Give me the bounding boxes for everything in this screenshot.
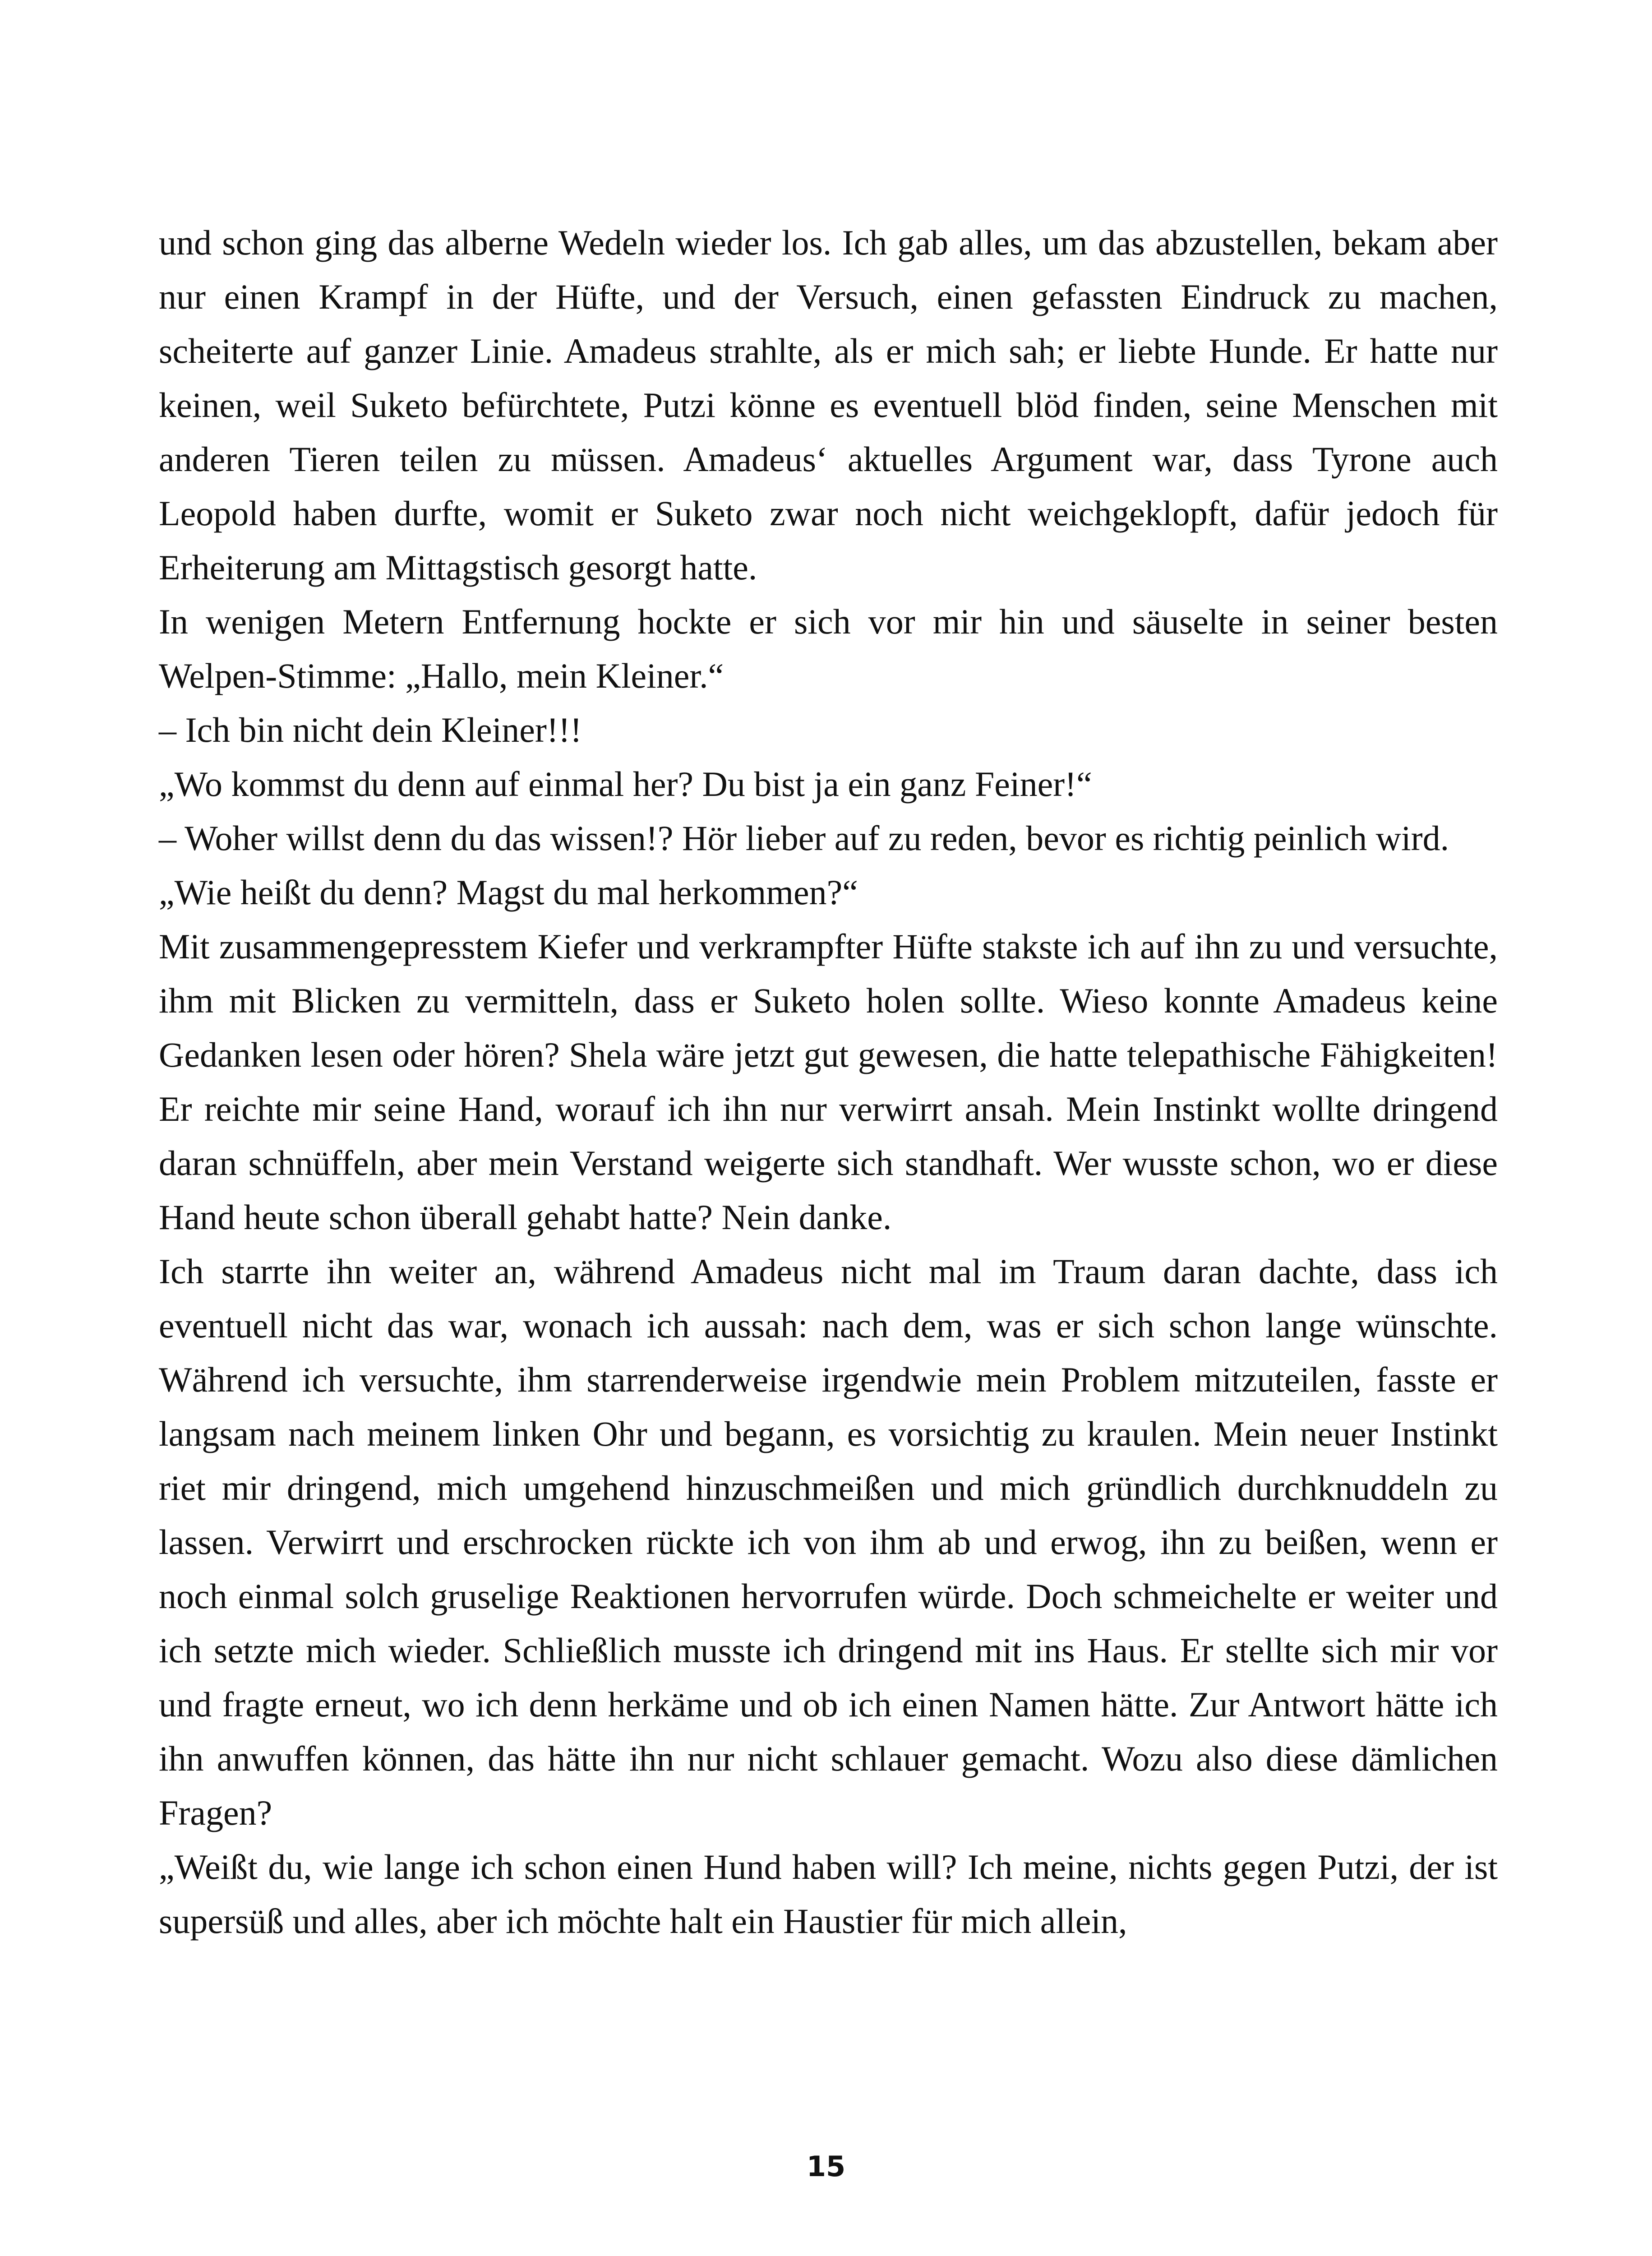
paragraph-3: – Ich bin nicht dein Kleiner!!! [159,710,582,749]
paragraph-2: In wenigen Metern Entfernung hockte er sich vor mir hin und säuselte in seiner besten Welpen-Stimme: „Hallo, mein Kleiner.“ [159,602,1498,695]
paragraph-6: „Wie heißt du denn? Magst du mal herkommen?“ [159,873,858,912]
page-number: 15 [806,2150,846,2183]
paragraph-8: Ich starrte ihn weiter an, während Amadeus nicht mal im Traum daran dachte, dass ich eventuell nicht das war, wonach ich aussah: nach dem, was er sich schon lange wünschte. Während ich versuchte, ihm starrenderweise irgendwie mein Problem mitzuteilen, fasste er langsam nach meinem linken Ohr und begann, es vorsichtig zu kraulen. Mein neuer Instinkt riet mir dringend, mich umgehend hinzuschmeißen und mich gründlich durchknuddeln zu lassen. Verwirrt und erschrocken rückte ich von ihm ab und erwog, ihn zu beißen, wenn er noch einmal solch gruselige Reaktionen hervorrufen würde. Doch schmeichelte er weiter und ich setzte mich wieder. Schließlich musste ich dringend mit ins Haus. Er stellte sich mir vor und fragte erneut, wo ich denn herkäme und ob ich einen Namen hätte. Zur Antwort hätte ich ihn anwuffen können, das hätte ihn nur nicht schlauer gemacht. Wozu also diese dämlichen Fragen? [159,1252,1498,1832]
paragraph-9: „Weißt du, wie lange ich schon einen Hund haben will? Ich meine, nichts gegen Putzi, der ist supersüß und alles, aber ich möchte halt ein Haustier für mich allein, [159,1847,1498,1941]
paragraph-4: „Wo kommst du denn auf einmal her? Du bist ja ein ganz Feiner!“ [159,764,1092,804]
body-text [159,216,1498,1948]
paragraph-7: Mit zusammengepresstem Kiefer und verkrampfter Hüfte stakste ich auf ihn zu und versuchte, ihm mit Blicken zu vermitteln, dass er Suketo holen sollte. Wieso konnte Amadeus keine Gedanken lesen oder hören? Shela wäre jetzt gut gewesen, die hatte telepathische Fähigkeiten! Er reichte mir seine Hand, worauf ich ihn nur verwirrt ansah. Mein Instinkt wollte dringend daran schnüffeln, aber mein Verstand weigerte sich standhaft. Wer wusste schon, wo er diese Hand heute schon überall gehabt hatte? Nein danke. [159,927,1498,1237]
paragraph-1: und schon ging das alberne Wedeln wieder los. Ich gab alles, um das abzustellen, bekam aber nur einen Krampf in der Hüfte, und der Versuch, einen gefassten Eindruck zu machen, scheiterte auf ganzer Linie. Amadeus strahlte, als er mich sah; er liebte Hunde. Er hatte nur keinen, weil Suketo befürchtete, Putzi könne es eventuell blöd finden, seine Menschen mit anderen Tieren teilen zu müssen. Amadeus‘ aktuelles Argument war, dass Tyrone auch Leopold haben durfte, womit er Suketo zwar noch nicht weichgeklopft, dafür jedoch für Erheiterung am Mittagstisch gesorgt hatte. [159,223,1498,587]
paragraph-5: – Woher willst denn du das wissen!? Hör lieber auf zu reden, bevor es richtig peinlich wird. [159,818,1449,858]
